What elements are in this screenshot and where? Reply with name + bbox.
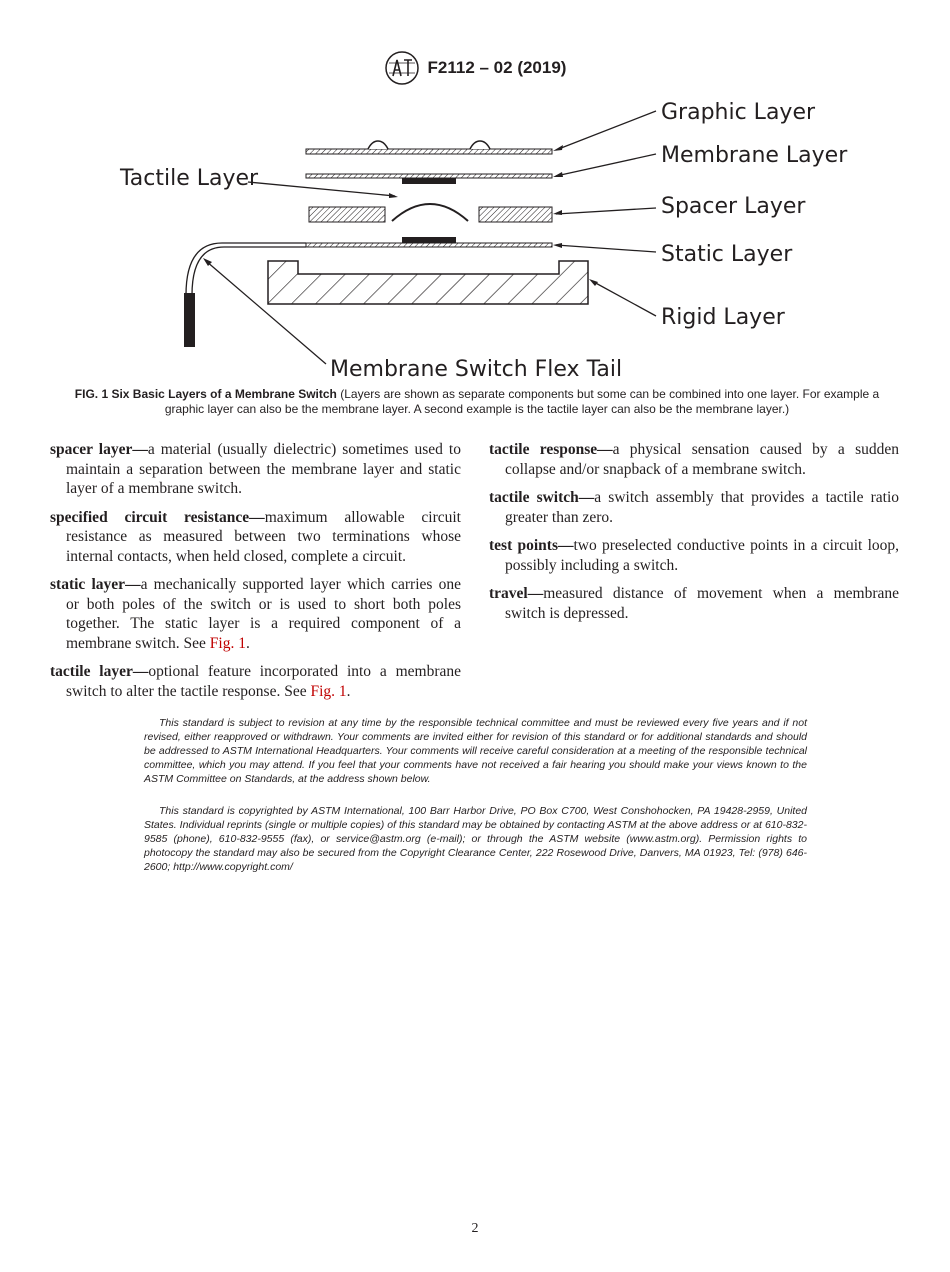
flex-tail-label: Membrane Switch Flex Tail [330, 357, 623, 382]
membrane-layer-shape [306, 174, 552, 184]
figure-reference-link[interactable]: Fig. 1 [209, 634, 246, 652]
figure-reference-link[interactable]: Fig. 1 [310, 682, 347, 700]
definition-term: travel— [489, 585, 544, 602]
definition-entry [489, 488, 899, 527]
revision-notice: This standard is subject to revision at any time by the responsible technical committee and must be reviewed every five years and if not revised, either reapproved or withdrawn. Your comments are invited either for revision of this standard or for additional standards and should be addressed to ASTM International Headquarters. Your comments will receive careful consideration at a meeting of the responsible technical committee, which you may attend. If you feel that your comments have not received a fair hearing you should make your views known to the ASTM Committee on Standards, at the address shown below. [144, 717, 807, 785]
membrane-switch-figure [0, 90, 950, 390]
static-layer-label: Static Layer [661, 242, 793, 267]
static-layer-shape [306, 237, 552, 247]
rigid-layer-shape [268, 261, 588, 304]
definition-entry [50, 575, 461, 653]
definition-text: maximum allowable circuit resistance as measured between two terminations whose internal contacts, when held closed, complete a circuit. [66, 508, 461, 565]
definition-end: . [346, 682, 351, 700]
definition-text: a physical sensation caused by a sudden collapse and/or snapback of a membrane switch. [505, 441, 899, 478]
definition-entry [50, 662, 461, 701]
definition-text: a switch assembly that provides a tactile ratio greater than zero. [505, 489, 900, 526]
tactile-layer-label: Tactile Layer [120, 166, 259, 191]
tactile-dome-shape [392, 204, 468, 221]
definition-term: tactile layer— [50, 663, 149, 680]
definitions-right-column [489, 440, 899, 632]
page-header [0, 50, 950, 91]
definition-term: specified circuit resistance— [50, 508, 265, 526]
spacer-layer-shape [309, 207, 552, 222]
spacer-layer-label: Spacer Layer [661, 194, 806, 219]
definition-entry [489, 584, 899, 623]
graphic-layer-label: Graphic Layer [661, 100, 816, 125]
figure-caption-text: (Layers are shown as separate components but some can be combined into one layer. For example a graphic layer can also be the membrane layer. A second example is the tactile layer can also be the membrane layer.) [164, 387, 880, 416]
definition-entry [489, 536, 899, 575]
definition-text: optional feature incorporated into a membrane switch to alter the tactile response. See [66, 663, 461, 700]
definition-end: . [245, 634, 250, 652]
page-number: 2 [471, 1221, 479, 1236]
definition-term: tactile response— [489, 441, 613, 458]
membrane-layer-label: Membrane Layer [661, 143, 848, 168]
definition-entry [50, 440, 461, 499]
astm-logo-icon [384, 50, 420, 86]
definition-entry [489, 440, 899, 479]
figure-caption [62, 387, 892, 417]
standard-designation: F2112 – 02 (2019) [427, 58, 567, 77]
definition-text: measured distance of movement when a membrane switch is depressed. [505, 585, 899, 622]
copyright-notice: This standard is copyrighted by ASTM International, 100 Barr Harbor Drive, PO Box C700, West Conshohocken, PA 19428-2959, United States. Individual reprints (single or multiple copies) of this standard may be obtained by contacting ASTM at the above address or at 610-832-9585 (phone), 610-832-9555 (fax), or service@astm.org (e-mail); or through the ASTM website (www.astm.org). Permission rights to photocopy the standard may also be secured from the Copyright Clearance Center, 222 Rosewood Drive, Danvers, MA 01923, Tel: (978) 646-2600; http://www.copyright.com/ [144, 805, 807, 873]
graphic-layer-shape [306, 141, 552, 154]
definition-entry [50, 508, 461, 567]
definition-term: tactile switch— [489, 489, 595, 506]
definitions-left-column [50, 440, 461, 710]
definition-term: test points— [489, 537, 574, 554]
rigid-layer-label: Rigid Layer [661, 305, 785, 330]
layers-diagram [0, 90, 950, 390]
definition-text: two preselected conductive points in a circuit loop, possibly including a switch. [505, 537, 900, 574]
definition-text: a material (usually dielectric) sometimes used to maintain a separation between the membrane layer and static layer of a membrane switch. [66, 441, 461, 497]
definition-text: a mechanically supported layer which carries one or both poles of the switch or is used to short both poles together. The static layer is a required component of a membrane switch. See [66, 576, 462, 652]
definition-term: static layer— [50, 576, 141, 593]
definition-term: spacer layer— [50, 441, 148, 458]
figure-caption-title: FIG. 1 Six Basic Layers of a Membrane Switch [74, 387, 337, 401]
